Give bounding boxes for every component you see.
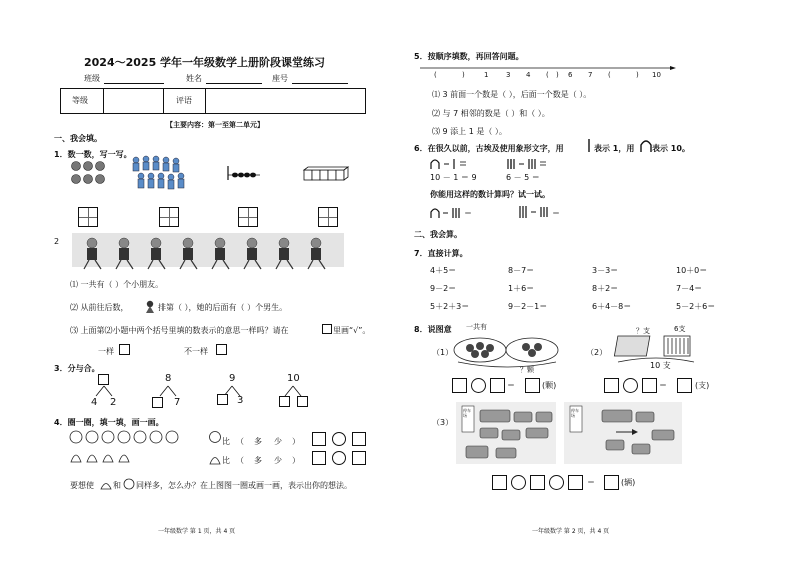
question-2-2a: ⑵ 从前往后数， [70,303,129,312]
comment-label: 评语 [176,96,192,105]
calc-2-1[interactable]: 9－2＝ [430,284,457,293]
fruit-question-label: ？颗 [520,366,534,374]
split-c2: 3 [237,395,244,406]
compare-2 [222,456,300,466]
close-1: ） [292,437,300,446]
calc-3-2[interactable]: 9－2－1＝ [508,302,548,311]
bi-1: 比 [222,437,230,446]
section-2-heading: 二、我会算。 [414,230,462,239]
question-7: 7．直接计算。 [414,249,468,258]
apple-small-icon [123,478,135,490]
page-title: 2024～2025 学年一年级数学上册阶段课堂练习 [84,56,326,69]
number-line [420,66,680,80]
q8-1-box-b[interactable] [490,378,505,393]
question-2-number: 2 [54,237,60,246]
shao-2: 少 [274,456,282,465]
question-4: 4．圈一圈，填一填，画一画。 [54,418,164,427]
q8-1-box-c[interactable] [525,378,540,393]
q8-2-label: （2） [586,348,608,357]
task-1-eq: ＝ [464,209,472,218]
split-d0: 10 [287,373,300,384]
nl-7: 7 [588,71,593,79]
eq-circle-2[interactable] [332,451,346,465]
calc-3-4[interactable]: 5－2＋6＝ [676,302,716,311]
q8-2-box-c[interactable] [677,378,692,393]
calc-2-4[interactable]: 7－4＝ [676,284,703,293]
q4-ask-b: 和 [113,481,121,490]
question-8: 8．说图意 [414,325,452,334]
nl-open-3: ( [608,71,611,79]
question-6a: 6．在很久以前，古埃及使用象形文字，用 [414,144,564,153]
calc-1-1[interactable]: 4＋5＝ [430,266,457,275]
nl-4: 4 [526,71,531,79]
fruit-plates-picture [452,332,562,370]
open-2: （ [236,456,244,465]
peach-small-icon [100,478,112,490]
split-a2: 2 [110,397,117,408]
nl-open-2: ( [546,71,549,79]
duo-1: 多 [254,437,262,446]
q8-3-box-b[interactable] [530,475,545,490]
question-5-3: ⑶ 9 添上 1 是（ ）。 [432,127,507,136]
eq-box-3[interactable] [312,451,326,465]
calc-1-4[interactable]: 10＋0＝ [676,266,708,275]
q8-3-op-2[interactable] [549,475,564,490]
split-b0: 8 [165,373,172,384]
class-label: 班级 [84,74,100,83]
split-box-d2[interactable] [297,396,308,407]
peach-icon [208,451,222,465]
apple-icon [208,430,222,444]
q8-1-box-a[interactable] [452,378,467,393]
station-sign-2: 停车场 [571,408,579,418]
q8-2-eq: ＝ [659,381,667,390]
hieroglyph-task-2 [518,205,554,219]
q8-2-unit: (支) [695,381,710,390]
duo-2: 多 [254,456,262,465]
split-a1: 4 [91,397,98,408]
q4-ask-c: 同样多，怎么办？在上图图一圈或画一画，表示出你的想法。 [136,481,352,490]
split-c0: 9 [229,373,236,384]
question-1: 1．数一数，写一写。 [54,150,132,159]
question-2-3a: ⑶ 上面第⑵小题中两个括号里填的数表示的意思一样吗？请在 [70,326,289,335]
scope-note: 【主要内容：第一至第二单元】 [166,121,264,129]
hieroglyph-example-2 [506,158,556,170]
q8-1-op[interactable] [471,378,486,393]
hieroglyph-example-1 [430,158,474,170]
calc-1-3[interactable]: 3－3＝ [592,266,619,275]
question-2-1: ⑴ 一共有（ ）个小朋友。 [70,280,164,289]
question-5: 5．按顺序填数，再回答问题。 [414,52,524,61]
nl-6: 6 [568,71,573,79]
q8-3-box-d[interactable] [604,475,619,490]
parking-lot-picture [456,402,684,468]
split-box-d1[interactable] [279,396,290,407]
q6-eq2: 6 － 5 ＝ [506,173,540,182]
eq-circle-1[interactable] [332,432,346,446]
q8-3-box-c[interactable] [568,475,583,490]
q8-3-unit: (辆) [621,478,636,487]
q8-2-box-b[interactable] [642,378,657,393]
question-3: 3．分与合。 [54,364,100,373]
q8-3-eq: ＝ [587,478,595,487]
q8-2-op[interactable] [623,378,638,393]
seat-label: 座号 [272,74,288,83]
egyptian-one-icon [586,139,592,153]
calc-1-2[interactable]: 8－7＝ [508,266,535,275]
task-2-eq: ＝ [552,209,560,218]
nl-close-1: ) [462,71,465,79]
footer-right: 一年级数学 第 2 页，共 4 页 [532,528,610,535]
q6-eq1: 10 － 1 ＝ 9 [430,173,477,182]
eq-box-2[interactable] [352,432,366,446]
eq-box-4[interactable] [352,451,366,465]
egyptian-ten-icon [640,139,652,153]
question-6b: 表示 1，用 [594,144,635,153]
nl-open-1: ( [434,71,437,79]
shao-1: 少 [274,437,282,446]
calc-3-3[interactable]: 6＋4－8＝ [592,302,632,311]
question-6c: 表示 10。 [652,144,690,153]
name-label: 姓名 [186,74,202,83]
q8-1-label: （1） [432,348,454,357]
q8-1-eq: ＝ [507,381,515,390]
calc-2-2[interactable]: 1＋6＝ [508,284,535,293]
nl-1: 1 [484,71,489,79]
calc-2-3[interactable]: 8＋2＝ [592,284,619,293]
q8-3-op-1[interactable] [511,475,526,490]
footer-left: 一年级数学 第 1 页，共 4 页 [158,528,236,535]
compare-1 [222,437,300,447]
q6-ask: 你能用这样的数计算吗？试一试。 [430,190,550,199]
fruit-total-label: 一共有 [466,323,487,331]
station-sign-1: 停车场 [463,408,471,418]
calc-3-1[interactable]: 5＋2＋3＝ [430,302,470,311]
open-1: （ [236,437,244,446]
question-2-3b: 里画“√”。 [333,326,371,335]
split-box-c1[interactable] [217,394,228,405]
nl-close-2: ) [556,71,559,79]
split-b2: 7 [174,397,181,408]
split-box-a0[interactable] [98,374,109,385]
different-label: 不一样 [184,347,208,356]
pen-six-label: 6支 [674,325,686,333]
section-1-heading: 一、我会填。 [54,134,102,143]
pen-ten-label: 10 支 [650,361,671,370]
q8-3-box-a[interactable] [492,475,507,490]
same-label: 一样 [98,347,114,356]
q8-1-unit: (颗) [542,381,557,390]
bi-2: 比 [222,456,230,465]
q4-ask-a: 要想使 [70,481,94,490]
question-5-1: ⑴ 3 前面一个数是（ ），后面一个数是（ ）。 [432,90,592,99]
nl-10: 10 [652,71,661,79]
apples-picture [68,428,198,464]
split-box-b1[interactable] [152,397,163,408]
question-5-2: ⑵ 与 7 相邻的数是（ ）和（ ）。 [432,109,550,118]
nl-close-3: ) [636,71,639,79]
eq-box-1[interactable] [312,432,326,446]
pen-question-label: ？支 [636,327,650,335]
question-2-2b: 排第（ ），她的后面有（ ）个男生。 [158,303,288,312]
q8-2-box-a[interactable] [604,378,619,393]
nl-3: 3 [506,71,511,79]
q8-3-label: （3） [432,418,454,427]
close-2: ） [292,456,300,465]
grade-label: 等级 [72,96,88,105]
